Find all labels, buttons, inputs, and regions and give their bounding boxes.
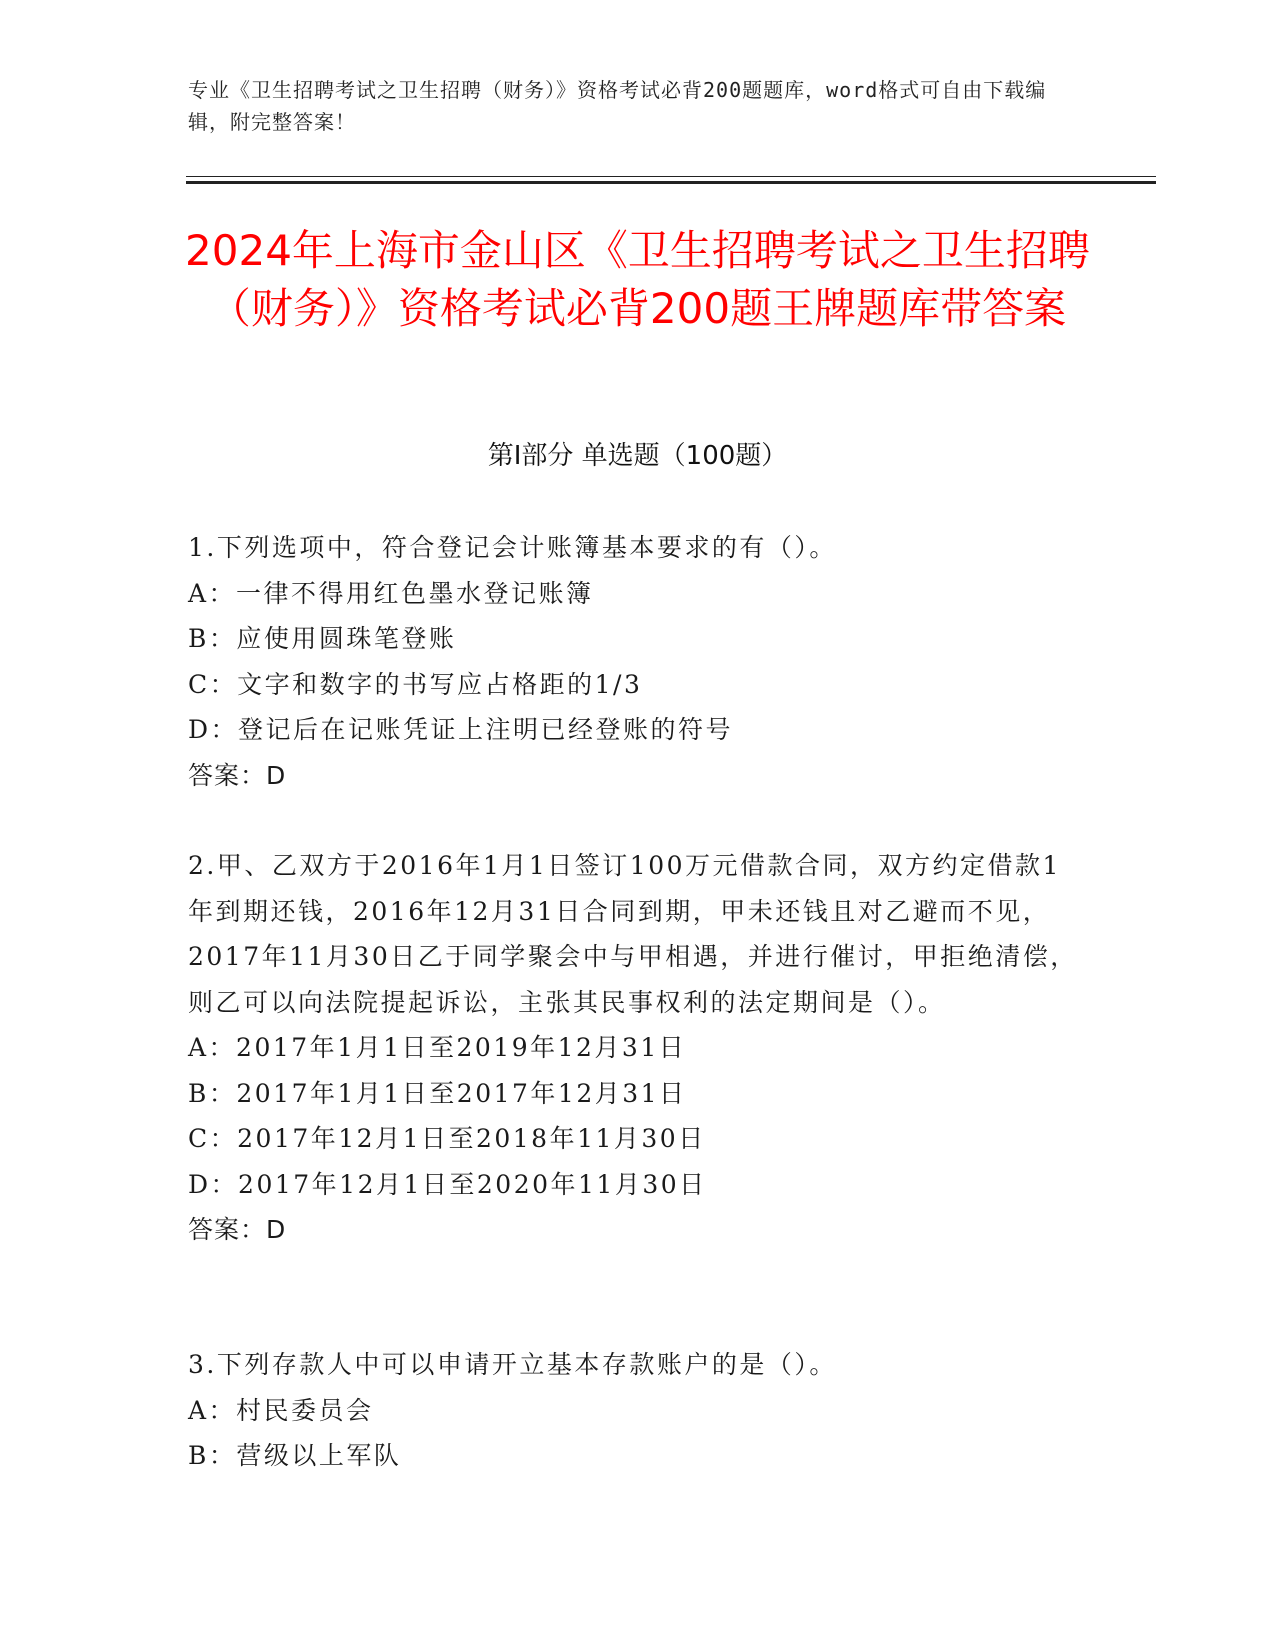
option-a: A：一律不得用红色墨水登记账簿 <box>188 578 594 608</box>
header-note: 专业《卫生招聘考试之卫生招聘（财务）》资格考试必背200题题库，word格式可自由下载编辑，附完整答案！ <box>188 78 1047 134</box>
option-c: C：文字和数字的书写应占格距的1/3 <box>188 669 643 699</box>
header-divider-thin <box>186 176 1156 177</box>
document-title: 2024年上海市金山区《卫生招聘考试之卫生招聘（财务）》资格考试必背200题王牌题库带答案 <box>185 226 1090 333</box>
option-b: B：营级以上军队 <box>188 1441 402 1470</box>
option-b: B：应使用圆珠笔登账 <box>188 624 457 653</box>
question-stem: 2.甲、乙双方于2016年1月1日签订100万元借款合同，双方约定借款1年到期还钱，2016年12月31日合同到期，甲未还钱且对乙避而不见，2017年11月30日乙于同学聚会中与甲相遇，并进行催讨，甲拒绝清偿，则乙可以向法院提起诉讼，主张其民事权利的法定期间是（）。 <box>188 851 1078 1017</box>
section-heading: 第I部分 单选题（100题） <box>487 441 788 471</box>
answer-line: 答案：D <box>188 760 287 790</box>
header-divider-thick <box>186 181 1156 184</box>
option-a: A：2017年1月1日至2019年12月31日 <box>188 1033 687 1062</box>
question-stem: 1.下列选项中，符合登记会计账簿基本要求的有（）。 <box>188 533 837 562</box>
question-3 <box>188 1342 1078 1479</box>
question-stem: 3.下列存款人中可以申请开立基本存款账户的是（）。 <box>188 1350 837 1379</box>
question-1 <box>188 525 1078 798</box>
answer-line: 答案：D <box>188 1215 287 1244</box>
option-b: B：2017年1月1日至2017年12月31日 <box>188 1078 687 1108</box>
option-a: A：村民委员会 <box>188 1395 374 1425</box>
option-c: C：2017年12月1日至2018年11月30日 <box>188 1124 706 1153</box>
question-2 <box>188 843 1078 1253</box>
option-d: D：2017年12月1日至2020年11月30日 <box>188 1169 707 1199</box>
option-d: D：登记后在记账凭证上注明已经登账的符号 <box>188 715 734 744</box>
